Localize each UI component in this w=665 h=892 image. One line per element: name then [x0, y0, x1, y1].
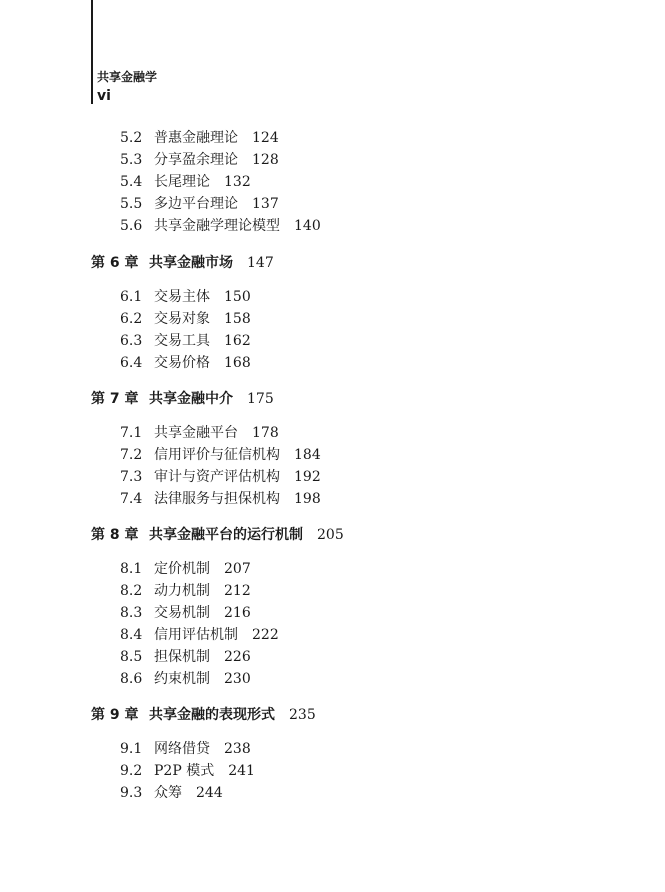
toc-page-number: 198	[294, 491, 321, 507]
section-title: 交易工具	[154, 333, 210, 349]
section-title: 审计与资产评估机构	[154, 469, 280, 485]
toc-section-row	[120, 467, 321, 487]
chapter-number: 第 9 章	[91, 707, 139, 723]
toc-section-row	[120, 603, 251, 623]
toc-section-row	[120, 783, 223, 803]
section-title: 分享盈余理论	[154, 152, 238, 168]
toc-page-number: 128	[252, 152, 279, 168]
section-title: 普惠金融理论	[154, 130, 238, 146]
section-number: 8.1	[120, 561, 143, 577]
section-title: 担保机制	[154, 649, 210, 665]
toc-page-number: 178	[252, 425, 279, 441]
book-title: 共享金融学	[97, 70, 158, 84]
toc-section-row	[120, 331, 251, 351]
section-number: 5.3	[120, 152, 143, 168]
toc-chapter-row	[91, 389, 274, 409]
toc-page-number: 226	[224, 649, 251, 665]
toc-page-number: 158	[224, 311, 251, 327]
toc-page-number: 132	[224, 174, 251, 190]
section-number: 5.5	[120, 196, 143, 212]
toc-section-row	[120, 423, 279, 443]
toc-page-number: 241	[228, 763, 255, 779]
toc-section-row	[120, 761, 255, 781]
toc-section-row	[120, 739, 251, 759]
toc-page-number: 192	[294, 469, 321, 485]
section-title: 约束机制	[154, 671, 210, 687]
section-title: 交易对象	[154, 311, 210, 327]
section-title: 共享金融学理论模型	[154, 218, 280, 234]
section-number: 6.2	[120, 311, 143, 327]
section-number: 5.4	[120, 174, 143, 190]
section-number: 8.4	[120, 627, 143, 643]
toc-page-number: 238	[224, 741, 251, 757]
chapter-number: 第 6 章	[91, 255, 139, 271]
section-number: 6.4	[120, 355, 143, 371]
section-title: 长尾理论	[154, 174, 210, 190]
toc-page-number: 222	[252, 627, 279, 643]
toc-section-row	[120, 445, 321, 465]
toc-section-row	[120, 353, 251, 373]
section-title: 交易主体	[154, 289, 210, 305]
section-title: 信用评价与征信机构	[154, 447, 280, 463]
section-title: 众筹	[154, 785, 182, 801]
toc-page-number: 168	[224, 355, 251, 371]
page-number: vi	[97, 88, 111, 104]
toc-section-row	[120, 647, 251, 667]
section-title: 定价机制	[154, 561, 210, 577]
section-title: P2P 模式	[154, 763, 215, 779]
toc-page-number: 235	[289, 707, 316, 723]
section-title: 多边平台理论	[154, 196, 238, 212]
toc-section-row	[120, 309, 251, 329]
toc-chapter-row	[91, 705, 316, 725]
toc-section-row	[120, 489, 321, 509]
chapter-number: 第 7 章	[91, 391, 139, 407]
chapter-number: 第 8 章	[91, 527, 139, 543]
toc-page-number: 212	[224, 583, 251, 599]
section-number: 5.2	[120, 130, 143, 146]
toc-page-number: 150	[224, 289, 251, 305]
chapter-title: 共享金融中介	[149, 391, 233, 407]
toc-page-number: 147	[247, 255, 274, 271]
toc-page-number: 207	[224, 561, 251, 577]
toc-section-row	[120, 150, 279, 170]
section-number: 5.6	[120, 218, 143, 234]
section-title: 交易价格	[154, 355, 210, 371]
section-number: 8.6	[120, 671, 143, 687]
toc-page-number: 140	[294, 218, 321, 234]
toc-page-number: 230	[224, 671, 251, 687]
section-number: 7.1	[120, 425, 143, 441]
toc-section-row	[120, 172, 251, 192]
toc-page-number: 162	[224, 333, 251, 349]
section-number: 7.3	[120, 469, 143, 485]
toc-section-row	[120, 559, 251, 579]
toc-section-row	[120, 669, 251, 689]
section-number: 6.3	[120, 333, 143, 349]
section-number: 8.3	[120, 605, 143, 621]
toc-section-row	[120, 581, 251, 601]
section-number: 9.2	[120, 763, 143, 779]
section-number: 9.1	[120, 741, 143, 757]
toc-page-number: 124	[252, 130, 279, 146]
section-number: 7.4	[120, 491, 143, 507]
section-title: 法律服务与担保机构	[154, 491, 280, 507]
section-number: 7.2	[120, 447, 143, 463]
toc-section-row	[120, 216, 321, 236]
toc-chapter-row	[91, 253, 274, 273]
toc-page-number: 244	[196, 785, 223, 801]
toc-section-row	[120, 625, 279, 645]
chapter-title: 共享金融平台的运行机制	[149, 527, 303, 543]
section-title: 共享金融平台	[154, 425, 238, 441]
section-title: 动力机制	[154, 583, 210, 599]
section-number: 9.3	[120, 785, 143, 801]
toc-page-number: 205	[317, 527, 344, 543]
toc-section-row	[120, 194, 279, 214]
toc-chapter-row	[91, 525, 344, 545]
toc-page-number: 184	[294, 447, 321, 463]
section-number: 8.5	[120, 649, 143, 665]
toc-page-number: 137	[252, 196, 279, 212]
section-title: 交易机制	[154, 605, 210, 621]
section-title: 信用评估机制	[154, 627, 238, 643]
section-number: 8.2	[120, 583, 143, 599]
section-number: 6.1	[120, 289, 143, 305]
toc-page-number: 175	[247, 391, 274, 407]
chapter-title: 共享金融的表现形式	[149, 707, 275, 723]
toc-page-number: 216	[224, 605, 251, 621]
toc-section-row	[120, 287, 251, 307]
section-title: 网络借贷	[154, 741, 210, 757]
chapter-title: 共享金融市场	[149, 255, 233, 271]
toc-section-row	[120, 128, 279, 148]
